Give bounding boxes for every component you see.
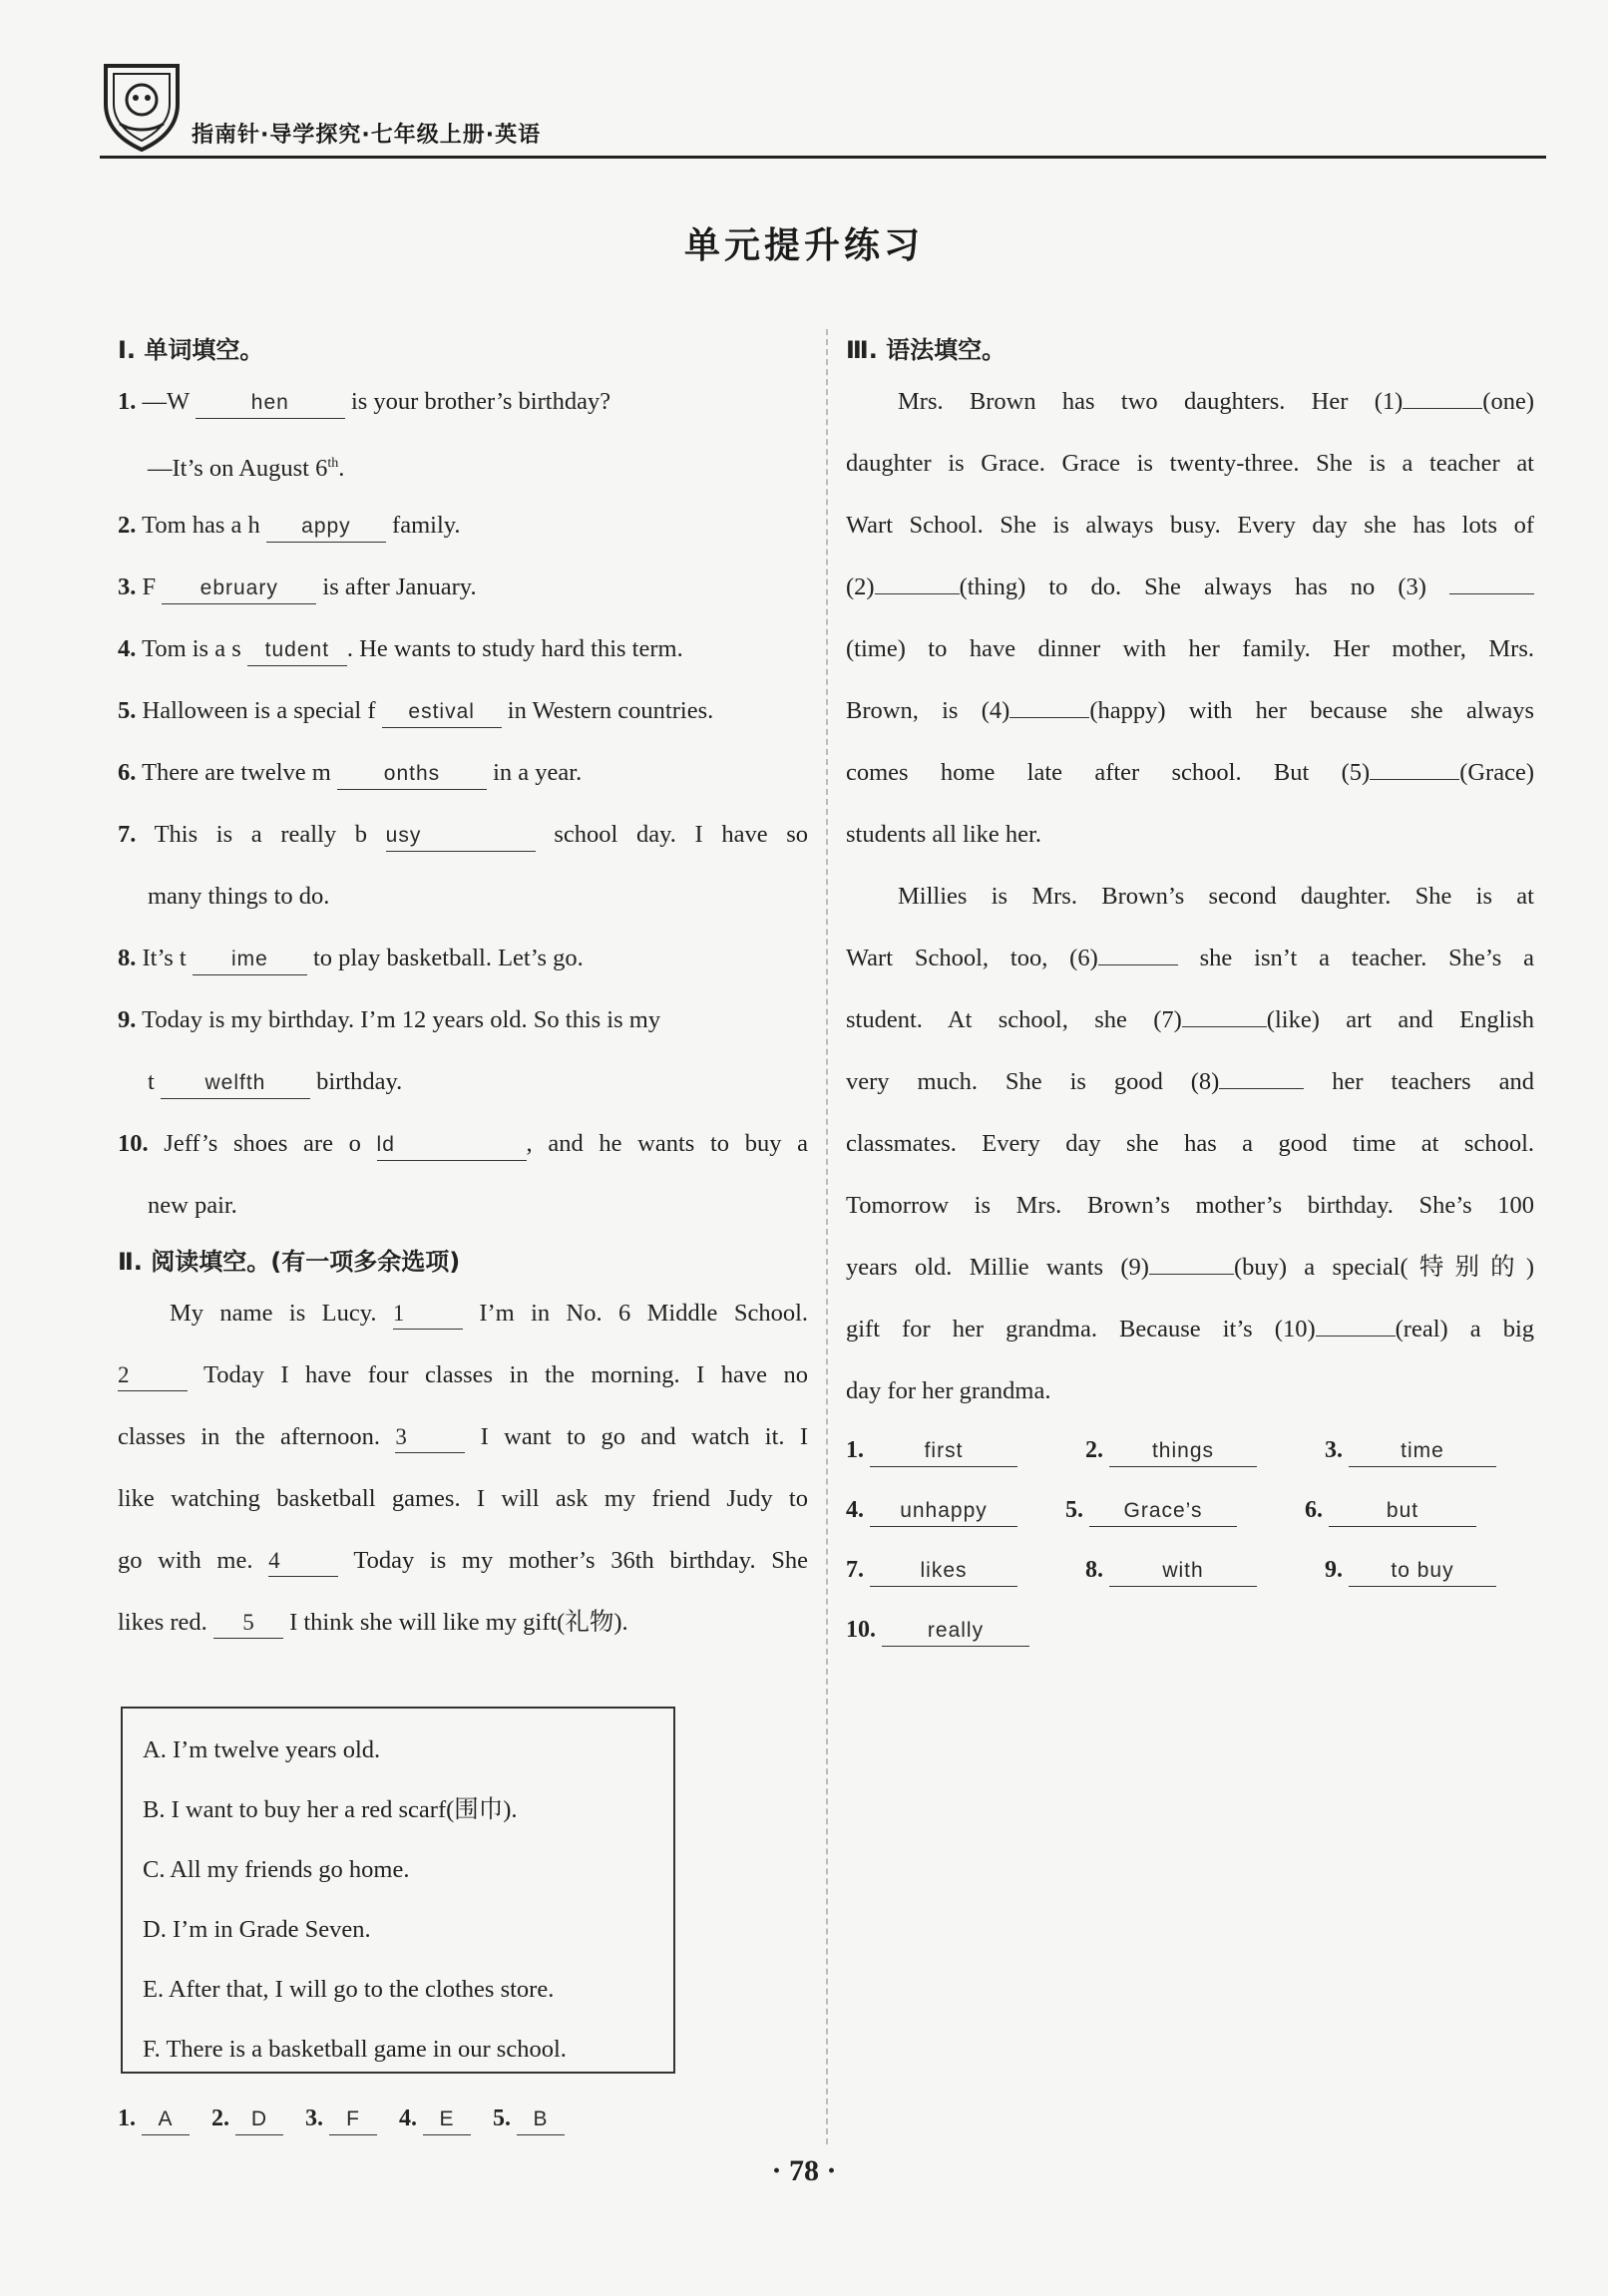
passage-line: likes red. 5 I think she will like my gift(礼物).: [118, 1592, 808, 1654]
passage-line: student. At school, she (7) (like) art and English: [846, 1006, 1534, 1033]
passage-line: (2) (thing) to do. She always has no (3): [846, 557, 1534, 618]
answer-item: 3. F: [305, 2105, 377, 2135]
option-c: C. All my friends go home.: [143, 1856, 410, 1883]
answer-blank[interactable]: ime: [193, 945, 307, 975]
header-title: 指南针·导学探究·七年级上册·英语: [192, 123, 542, 148]
answer-blank[interactable]: things: [1109, 1436, 1257, 1467]
passage-blank[interactable]: [1370, 779, 1459, 780]
question-7-cont: many things to do.: [148, 883, 330, 910]
passage-blank[interactable]: 3: [395, 1422, 465, 1453]
passage-blank[interactable]: 2: [118, 1360, 188, 1391]
question-5: 5. Halloween is a special f estival in Western countries.: [118, 680, 808, 742]
answer-blank[interactable]: but: [1329, 1496, 1476, 1527]
answer-item: 3. time: [1325, 1436, 1496, 1467]
passage-line: day for her grandma.: [846, 1377, 1051, 1404]
page-header: [100, 58, 1546, 162]
answer-item: 1. A: [118, 2105, 190, 2135]
answer-blank[interactable]: tudent: [247, 635, 347, 666]
answer-blank[interactable]: welfth: [161, 1068, 310, 1099]
answer-blank[interactable]: estival: [382, 697, 502, 728]
passage-blank[interactable]: 1: [393, 1299, 463, 1330]
question-9-cont: t welfth birthday.: [118, 1051, 808, 1113]
passage-line: My name is Lucy. 1 I’m in No. 6 Middle School.: [118, 1283, 808, 1344]
answer-blank[interactable]: D: [235, 2105, 283, 2135]
passage-line: 2 Today I have four classes in the morning. I have no: [118, 1344, 808, 1406]
passage-line: Brown, is (4) (happy) with her because she always: [846, 697, 1534, 724]
answer-item: 8. with: [1085, 1556, 1257, 1587]
answer-item: 2. D: [211, 2105, 283, 2135]
answer-item: 7. likes: [846, 1556, 1017, 1587]
right-column: [846, 329, 1534, 1422]
passage-line: like watching basketball games. I will ask my friend Judy to: [118, 1485, 808, 1512]
answer-blank[interactable]: ld: [377, 1130, 527, 1161]
shield-logo-icon: [100, 58, 184, 154]
question-4: 4. Tom is a s tudent . He wants to study hard this term.: [118, 618, 808, 680]
answer-item: 9. to buy: [1325, 1556, 1496, 1587]
page-title: 单元提升练习: [683, 225, 924, 266]
question-3: 3. F ebruary is after January.: [118, 557, 808, 618]
question-10: 10. Jeff’s shoes are o ld , and he wants to buy a: [118, 1113, 808, 1175]
answer-item: 5. B: [493, 2105, 565, 2135]
passage-blank[interactable]: [1316, 1336, 1396, 1337]
answer-blank[interactable]: appy: [266, 512, 386, 543]
question-2: 2. Tom has a h appy family.: [118, 495, 808, 557]
column-divider: [826, 329, 828, 2144]
passage-blank[interactable]: [1449, 593, 1534, 594]
answer-blank[interactable]: F: [329, 2105, 377, 2135]
answer-item: 6. but: [1305, 1496, 1476, 1527]
option-f: F. There is a basketball game in our school.: [143, 2036, 567, 2063]
passage-line: Wart School, too, (6) she isn’t a teacher. She’s a: [846, 945, 1535, 971]
answer-blank[interactable]: ebruary: [162, 574, 316, 604]
passage-blank[interactable]: [1149, 1274, 1234, 1275]
answer-blank[interactable]: Grace’s: [1089, 1496, 1237, 1527]
passage-blank[interactable]: 4: [268, 1546, 338, 1577]
answer-item: 5. Grace’s: [1065, 1496, 1237, 1527]
answer-blank[interactable]: usy: [386, 821, 536, 852]
section2-answers: [118, 2105, 581, 2135]
question-7: 7. This is a really b usy school day. I have so: [118, 804, 808, 866]
passage-line: comes home late after school. But (5) (Grace): [846, 759, 1534, 786]
answer-blank[interactable]: really: [882, 1616, 1029, 1647]
answer-blank[interactable]: A: [142, 2105, 190, 2135]
passage-blank[interactable]: [875, 593, 960, 594]
left-column: [118, 329, 808, 1654]
question-1: 1. —W hen is your brother’s birthday?: [118, 371, 808, 433]
question-6: 6. There are twelve m onths in a year.: [118, 742, 808, 804]
question-8: 8. It’s t ime to play basketball. Let’s go.: [118, 928, 808, 989]
header-rule: [100, 156, 1546, 159]
answer-item: 1. first: [846, 1436, 1017, 1467]
option-e: E. After that, I will go to the clothes store.: [143, 1976, 555, 2003]
option-b: B. I want to buy her a red scarf(围巾).: [143, 1796, 518, 1823]
passage-blank[interactable]: [1182, 1026, 1267, 1027]
passage-blank[interactable]: [1403, 408, 1482, 409]
section2-heading: Ⅱ. 阅读填空。(有一项多余选项): [118, 1248, 461, 1276]
section1-heading: Ⅰ. 单词填空。: [118, 336, 264, 364]
answer-blank[interactable]: likes: [870, 1556, 1017, 1587]
passage-blank[interactable]: 5: [213, 1608, 283, 1639]
question-9: 9. Today is my birthday. I’m 12 years old. So this is my: [118, 1006, 661, 1033]
answer-item: 2. things: [1085, 1436, 1257, 1467]
passage-line: daughter is Grace. Grace is twenty-three. She is a teacher at: [846, 450, 1534, 477]
question-10-cont: new pair.: [148, 1192, 237, 1219]
answer-item: 4. E: [399, 2105, 471, 2135]
option-d: D. I’m in Grade Seven.: [143, 1916, 371, 1943]
section3-heading: Ⅲ. 语法填空。: [846, 336, 1006, 364]
passage-blank[interactable]: [1219, 1088, 1304, 1089]
passage-line: classes in the afternoon. 3 I want to go and watch it. I: [118, 1406, 808, 1468]
passage-blank[interactable]: [1009, 717, 1089, 718]
passage-line: go with me. 4 Today is my mother’s 36th birthday. She: [118, 1530, 808, 1592]
answer-item: 4. unhappy: [846, 1496, 1017, 1527]
answer-blank[interactable]: with: [1109, 1556, 1257, 1587]
passage-line: Millies is Mrs. Brown’s second daughter. She is at: [898, 883, 1534, 910]
passage-line: classmates. Every day she has a good time at school.: [846, 1130, 1534, 1157]
answer-item: 10. really: [846, 1616, 1029, 1647]
answer-blank[interactable]: E: [423, 2105, 471, 2135]
passage-line: students all like her.: [846, 821, 1041, 848]
passage-line: (time) to have dinner with her family. Her mother, Mrs.: [846, 635, 1534, 662]
passage-line: Tomorrow is Mrs. Brown’s mother’s birthday. She’s 100: [846, 1192, 1534, 1219]
passage-line: gift for her grandma. Because it’s (10) (real) a big: [846, 1316, 1535, 1342]
answer-blank[interactable]: unhappy: [870, 1496, 1017, 1527]
passage-line: very much. She is good (8) her teachers and: [846, 1068, 1535, 1095]
answer-blank[interactable]: B: [517, 2105, 565, 2135]
answer-blank[interactable]: first: [870, 1436, 1017, 1467]
answer-blank[interactable]: onths: [337, 759, 487, 790]
question-1-reply: —It’s on August 6th.: [148, 455, 345, 483]
answer-blank[interactable]: hen: [196, 388, 345, 419]
passage-line: years old. Millie wants (9) (buy) a special(特别的): [846, 1254, 1534, 1281]
page-number: · 78 ·: [771, 2154, 837, 2187]
option-a: A. I’m twelve years old.: [143, 1736, 381, 1763]
options-box: [121, 1707, 675, 2074]
passage-line: Mrs. Brown has two daughters. Her (1) (one): [898, 388, 1534, 415]
passage-blank[interactable]: [1098, 964, 1178, 965]
answer-blank[interactable]: to buy: [1349, 1556, 1496, 1587]
passage-line: Wart School. She is always busy. Every day she has lots of: [846, 512, 1534, 539]
answer-blank[interactable]: time: [1349, 1436, 1496, 1467]
